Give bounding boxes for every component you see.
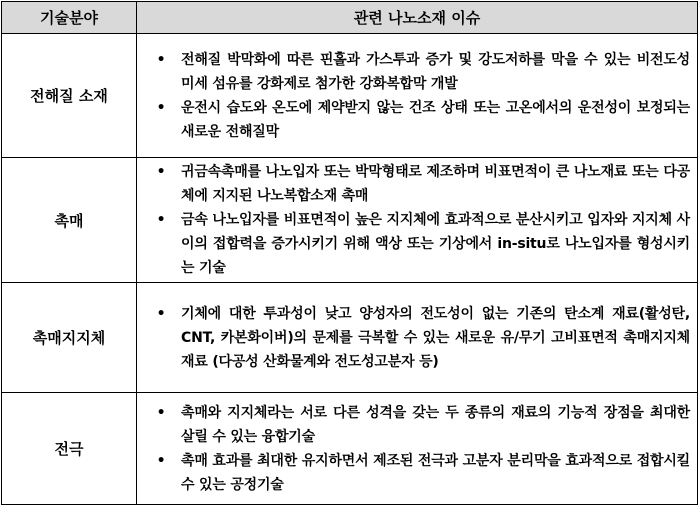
field-cell: 촉매 (2, 158, 137, 283)
issue-text: 촉매 효과를 최대한 유지하면서 제조된 전극과 고분자 분리막을 효과적으로 접합시킬 수 있는 공정기술 (181, 452, 690, 493)
bullet-icon: • (156, 164, 166, 180)
bullet-icon: • (156, 305, 166, 322)
issue-text: 촉매와 지지체라는 서로 다른 성격을 갖는 두 종류의 재료의 기능적 장점을 최대한 살릴 수 있는 융합기술 (181, 404, 690, 445)
issue-item (143, 96, 690, 144)
issues-cell (137, 393, 698, 505)
table-row (2, 158, 698, 283)
issue-list (143, 48, 690, 144)
issue-list (143, 160, 690, 280)
issue-text: 운전시 습도와 온도에 제약받지 않는 건조 상태 또는 고온에서의 운전성이 보정되는 새로운 전해질막 (181, 99, 690, 140)
issue-text: 귀금속촉매를 나노입자 또는 박막형태로 제조하며 비표면적이 큰 나노재료 또는 다공체에 지지된 나노복합소재 촉매 (181, 164, 690, 204)
issues-cell (137, 158, 698, 283)
header-tech-field: 기술분야 (2, 2, 137, 34)
field-cell: 전해질 소재 (2, 34, 137, 158)
table-row (2, 393, 698, 505)
field-cell: 전극 (2, 393, 137, 505)
table-row (2, 34, 698, 158)
issue-list (143, 302, 690, 374)
header-nano-issues: 관련 나노소재 이슈 (137, 2, 698, 34)
bullet-icon: • (156, 51, 166, 68)
bullet-icon: • (156, 452, 166, 469)
field-cell: 촉매지지체 (2, 283, 137, 393)
issue-item (143, 302, 690, 374)
issue-list (143, 401, 690, 497)
issue-item (143, 449, 690, 497)
issue-item (143, 160, 690, 208)
issue-item (143, 401, 690, 449)
table-row (2, 283, 698, 393)
bullet-icon: • (156, 99, 166, 116)
issue-item (143, 48, 690, 96)
nano-issues-table (1, 1, 698, 505)
bullet-icon: • (156, 212, 166, 228)
issues-cell (137, 34, 698, 158)
bullet-icon: • (156, 404, 166, 421)
issue-text: 금속 나노입자를 비표면적이 높은 지지체에 효과적으로 분산시키고 입자와 지지체 사이의 접합력을 증가시키기 위해 액상 또는 기상에서 in-situ로 나노입자를 형성시키는 기술 (181, 212, 690, 276)
header-row (2, 2, 698, 34)
issue-item (143, 208, 690, 280)
issue-text: 전해질 박막화에 따른 핀홀과 가스투과 증가 및 강도저하를 막을 수 있는 비전도성 미세 섬유를 강화제로 첨가한 강화복합막 개발 (181, 51, 690, 92)
issues-cell (137, 283, 698, 393)
issue-text: 기체에 대한 투과성이 낮고 양성자의 전도성이 없는 기존의 탄소계 재료(활성탄, CNT, 카본화이버)의 문제를 극복할 수 있는 새로운 유/무기 고비표면적 촉매지지체 재료 (다공성 산화물계와 전도성고분자 등) (181, 305, 690, 370)
